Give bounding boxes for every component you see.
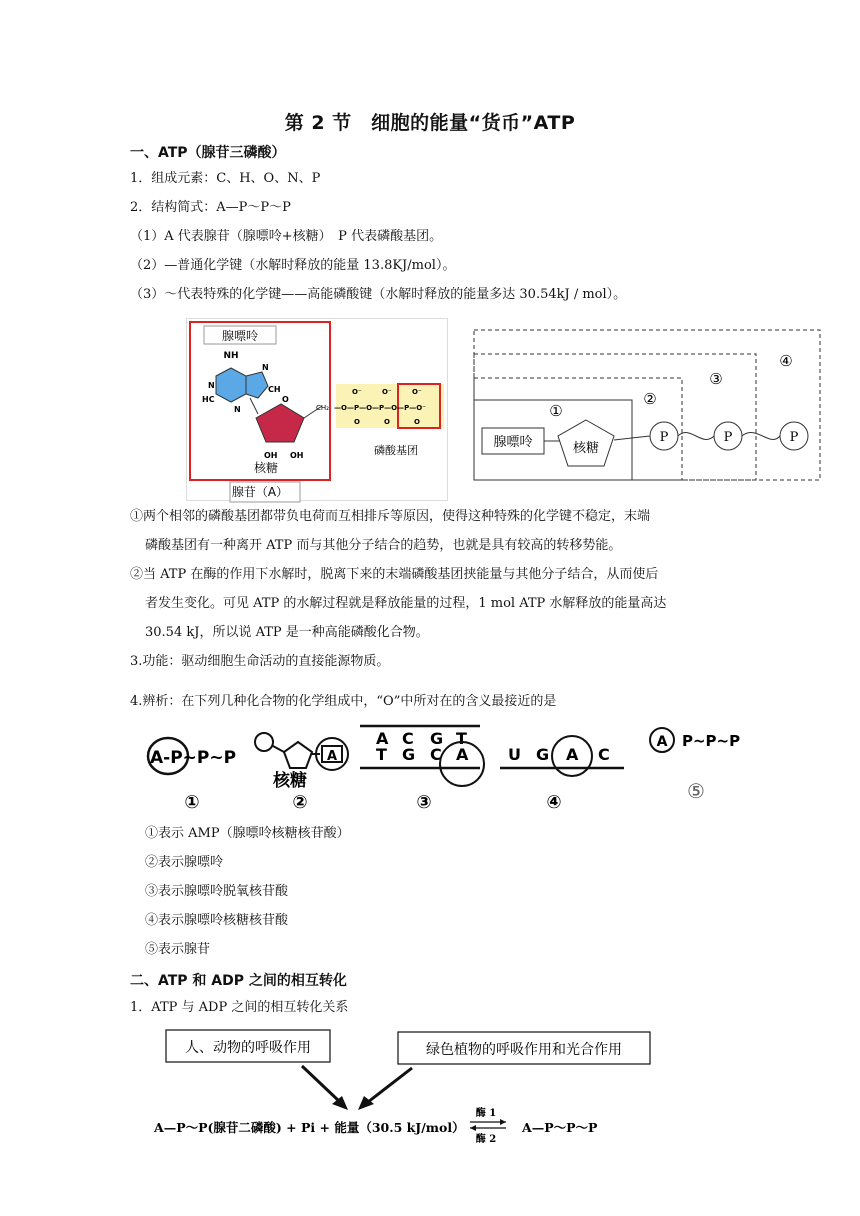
high-energy-bond-2 [742, 433, 780, 440]
answer-5: ⑤表示腺苷 [145, 942, 211, 957]
svg-text:U: U [508, 745, 521, 764]
svg-text:CH: CH [268, 385, 281, 394]
atp-adp-conversion-figure [150, 1026, 670, 1150]
phosphate-circle-icon [255, 733, 273, 751]
right-source-label: 绿色植物的呼吸作用和光合作用 [426, 1042, 622, 1058]
svg-text:A: A [376, 729, 389, 748]
note2-line3: 30.54 kJ，所以说 ATP 是一种高能磷酸化合物。 [145, 625, 429, 640]
svg-text:T: T [456, 729, 467, 748]
dna-sequence [376, 729, 469, 764]
section1-heading: 一、ATP（腺苷三磷酸） [130, 145, 286, 161]
svg-text:N: N [262, 363, 269, 372]
svg-text:A: A [566, 745, 579, 764]
note1-line1: ①两个相邻的磷酸基团都带负电荷而互相排斥等原因，使得这种特殊的化学键不稳定，末端 [130, 509, 651, 524]
high-energy-bond-1 [678, 433, 714, 440]
svg-text:O⁻: O⁻ [412, 388, 422, 396]
svg-text:OH: OH [264, 451, 278, 460]
svg-text:C: C [402, 729, 414, 748]
svg-text:O: O [354, 418, 360, 426]
svg-text:HC: HC [202, 395, 215, 404]
region-2-number: ② [643, 390, 657, 408]
atp-schematic-figure [470, 324, 826, 486]
fig1-label: ① [184, 792, 200, 813]
fig5-formula: P~P~P [682, 732, 741, 750]
svg-text:O⁻: O⁻ [352, 388, 362, 396]
fig1-formula: A-P~P~P [150, 748, 237, 768]
forward-arrow-head [500, 1119, 506, 1125]
arrow-left [302, 1066, 340, 1102]
enzyme-2-label: 酶 2 [475, 1134, 497, 1145]
section1-item1: 1．组成元素：C、H、O、N、P [130, 171, 321, 186]
compound-comparison-figure [140, 716, 750, 816]
enzyme-1-label: 酶 1 [475, 1108, 497, 1119]
svg-text:N: N [234, 405, 241, 414]
note1-line2: 磷酸基团有一种离开 ATP 而与其他分子结合的趋势，也就是具有较高的转移势能。 [145, 538, 622, 553]
svg-text:O: O [384, 418, 390, 426]
note2-line1: ②当 ATP 在酶的作用下水解时，脱离下来的末端磷酸基团挟能量与其他分子结合，从而使后 [130, 567, 659, 582]
svg-text:T: T [376, 745, 387, 764]
adenine-label: 腺嘌呤 [221, 329, 259, 343]
reverse-arrow-head [470, 1125, 476, 1131]
svg-text:NH: NH [223, 351, 239, 361]
section2-heading: 二、ATP 和 ADP 之间的相互转化 [130, 973, 347, 989]
svg-text:—O—P—O—P—O—P—O⁻: —O—P—O—P—O—P—O⁻ [334, 404, 426, 412]
phosphate-label: 磷酸基团 [374, 444, 418, 457]
fig2-label: ② [292, 792, 308, 813]
adenosine-label: 腺苷（A） [231, 485, 289, 499]
rna-sequence [508, 745, 610, 764]
question-stem: 4.辨析：在下列几种化合物的化学组成中，“O”中所对在的含义最接近的是 [130, 694, 557, 709]
section1-sub3: （3）～代表特殊的化学键——高能磷酸键（水解时释放的能量多达 30.54kJ / mol）。 [130, 287, 627, 302]
equation-right: A—P～P～P [522, 1120, 598, 1135]
section1-item3: 3.功能：驱动细胞生命活动的直接能源物质。 [130, 654, 390, 669]
adenine-box-label: 腺嘌呤 [493, 435, 533, 450]
section1-sub1: （1）A 代表腺苷（腺嘌呤+核糖） P 代表磷酸基团。 [130, 229, 443, 244]
answer-1: ①表示 AMP（腺嘌呤核糖核苷酸） [145, 826, 350, 841]
section1-item2: 2．结构简式：A—P～P～P [130, 200, 291, 215]
region-4-number: ④ [779, 352, 793, 370]
svg-text:A: A [326, 749, 338, 764]
fig5-a: A [656, 734, 668, 750]
note2-line2: 者发生变化。可见 ATP 的水解过程就是释放能量的过程，1 mol ATP 水解释放的能量高达 [145, 596, 667, 611]
ribose-pentagon-icon [284, 742, 312, 768]
left-source-label: 人、动物的呼吸作用 [185, 1040, 311, 1056]
ribose-pentagon-label: 核糖 [572, 441, 600, 456]
phosphate-label-3: P [789, 430, 799, 445]
page-title: 第 2 节 细胞的能量“货币”ATP [284, 112, 576, 134]
fig2-ribose-label: 核糖 [273, 771, 307, 791]
svg-text:N: N [208, 381, 215, 390]
svg-text:G: G [536, 745, 550, 764]
arrow-right [368, 1068, 412, 1102]
svg-text:CH₂: CH₂ [316, 404, 329, 412]
svg-text:G: G [430, 729, 444, 748]
svg-text:O⁻: O⁻ [382, 388, 392, 396]
svg-text:O: O [282, 395, 289, 404]
atp-structure-figure [186, 318, 448, 504]
answer-3: ③表示腺嘌呤脱氧核苷酸 [145, 884, 289, 899]
svg-text:C: C [598, 745, 610, 764]
svg-text:O: O [414, 418, 420, 426]
region-3-number: ③ [709, 370, 723, 388]
svg-text:G: G [402, 745, 416, 764]
svg-text:OH: OH [290, 451, 304, 460]
fig4-label: ④ [546, 792, 562, 813]
equation-left: A—P～P(腺苷二磷酸) + Pi + 能量（30.5 kJ/mol） [154, 1120, 465, 1135]
phosphate-label-1: P [659, 430, 669, 445]
section2-item1: 1．ATP 与 ADP 之间的相互转化关系 [130, 1000, 349, 1015]
svg-text:A: A [456, 745, 469, 764]
answer-2: ②表示腺嘌呤 [145, 855, 224, 870]
fig3-label: ③ [416, 792, 432, 813]
phosphate-label-2: P [723, 430, 733, 445]
svg-text:C: C [430, 745, 442, 764]
region-1-number: ① [549, 402, 563, 420]
answer-4: ④表示腺嘌呤核糖核苷酸 [145, 913, 289, 928]
section1-sub2: （2）—普通化学键（水解时释放的能量 13.8KJ/mol）。 [130, 258, 456, 273]
fig5-label: ⑤ [687, 779, 705, 803]
ribose-label: 核糖 [253, 461, 279, 475]
